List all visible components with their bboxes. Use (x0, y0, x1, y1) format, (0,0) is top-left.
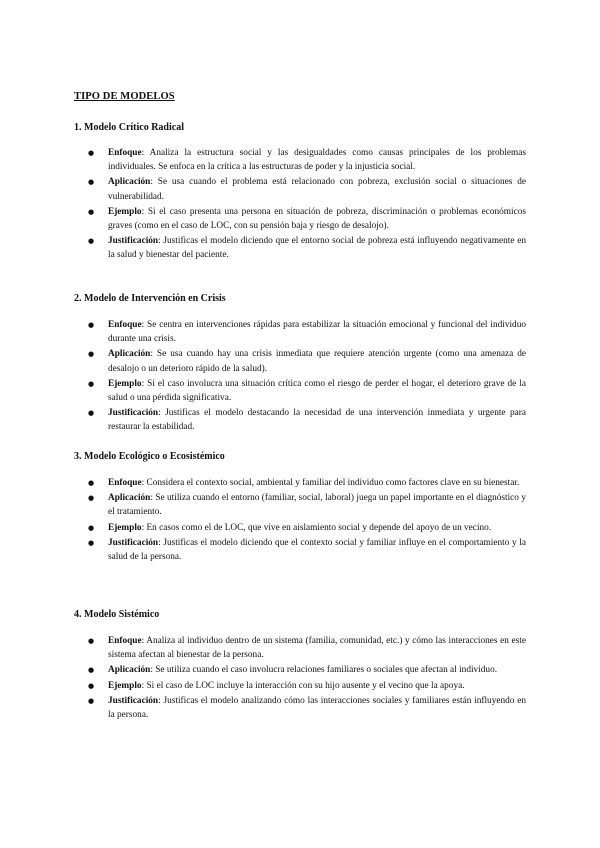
list-item (74, 634, 526, 662)
bullet-text: : Si el caso involucra una situación crítica como el riesgo de perder el hogar, el deterioro grave de la salud o una pérdida significativa. (108, 378, 526, 404)
section-1-list (74, 146, 526, 264)
bullet-label: Aplicación (108, 349, 151, 360)
bullet-label: Enfoque (108, 148, 142, 158)
section-heading-3: 3. Modelo Ecológico o Ecosistémico (74, 451, 225, 462)
bullet-label: Enfoque (108, 636, 142, 646)
bullet-text: : Se centra en intervenciones rápidas para estabilizar la situación emocional y funcional del individuo durante una crisis. (108, 320, 526, 345)
list-item (74, 175, 526, 203)
bullet-text: : Justificas el modelo diciendo que el contexto social y familiar influye en el comportamiento y la salud de la persona. (108, 537, 526, 563)
bullet-label: Justificación (108, 695, 159, 706)
bullet-text: : Analiza la estructura social y las desigualdades como causas principales de los problemas individuales. Se enfoca en la crítica a las estructuras de poder y la injusticia social. (108, 148, 526, 173)
bullet-label: Aplicación (108, 493, 151, 504)
list-item (74, 491, 526, 519)
list-item (74, 694, 526, 722)
list-item (74, 347, 526, 375)
bullet-text: : Se usa cuando el problema está relacionado con pobreza, exclusión social o situaciones de vulnerabilidad. (108, 177, 526, 202)
list-item (74, 536, 526, 564)
bullet-text: : Se utiliza cuando el caso involucra relaciones familiares o sociales que afectan al individuo. (150, 665, 498, 676)
section-4-list (74, 634, 526, 723)
bullet-label: Aplicación (108, 665, 151, 676)
list-item (74, 476, 526, 490)
list-item (74, 234, 526, 262)
bullet-label: Justificación (108, 408, 159, 419)
document-title: TIPO DE MODELOS (74, 91, 175, 102)
section-3-list (74, 476, 526, 565)
section-2-list (74, 318, 526, 436)
bullet-label: Ejemplo (108, 680, 142, 691)
list-item (74, 521, 526, 535)
list-item (74, 377, 526, 405)
list-item (74, 663, 526, 677)
bullet-text: : Analiza al individuo dentro de un sistema (familia, comunidad, etc.) y cómo las interacciones en este sistema afectan al bienestar de la persona. (108, 636, 526, 661)
bullet-text: : Justificas el modelo diciendo que el entorno social de pobreza está influyendo negativamente en la salud y bienestar del paciente. (108, 236, 526, 261)
bullet-text: : Justificas el modelo destacando la necesidad de una intervención inmediata y urgente para restaurar la estabilidad. (108, 408, 526, 433)
list-item (74, 406, 526, 434)
section-heading-2: 2. Modelo de Intervención en Crisis (74, 293, 226, 304)
bullet-label: Enfoque (108, 478, 142, 488)
bullet-label: Ejemplo (108, 206, 142, 217)
list-item (74, 679, 526, 693)
bullet-text: : Si el caso de LOC incluye la interacción con su hijo ausente y el vecino que la apoya. (141, 680, 465, 691)
bullet-label: Enfoque (108, 320, 142, 330)
bullet-label: Justificación (108, 236, 159, 247)
bullet-label: Ejemplo (108, 522, 142, 533)
bullet-label: Justificación (108, 537, 159, 548)
section-heading-4: 4. Modelo Sistémico (74, 609, 160, 620)
list-item (74, 205, 526, 233)
bullet-label: Ejemplo (108, 378, 142, 389)
list-item (74, 318, 526, 346)
bullet-text: : Justificas el modelo analizando cómo las interacciones sociales y familiares están influyendo en la persona. (108, 695, 526, 721)
bullet-label: Aplicación (108, 177, 151, 188)
bullet-text: : Se usa cuando hay una crisis inmediata que requiere atención urgente (como una amenaza de desalojo o un deterioro rápido de la salud). (108, 349, 526, 374)
bullet-text: : En casos como el de LOC, que vive en aislamiento social y depende del apoyo de un vecino. (141, 522, 492, 533)
section-heading-1: 1. Modelo Crítico Radical (74, 122, 184, 133)
list-item (74, 146, 526, 174)
bullet-text: : Se utiliza cuando el entorno (familiar, social, laboral) juega un papel importante en el diagnóstico y el tratamiento. (108, 493, 526, 518)
bullet-text: : Si el caso presenta una persona en situación de pobreza, discriminación o problemas económicos graves (como en el caso de LOC, con su pensión baja y riesgo de desalojo). (108, 206, 526, 232)
bullet-text: : Considera el contexto social, ambiental y familiar del individuo como factores clave en su bienestar. (141, 478, 520, 488)
